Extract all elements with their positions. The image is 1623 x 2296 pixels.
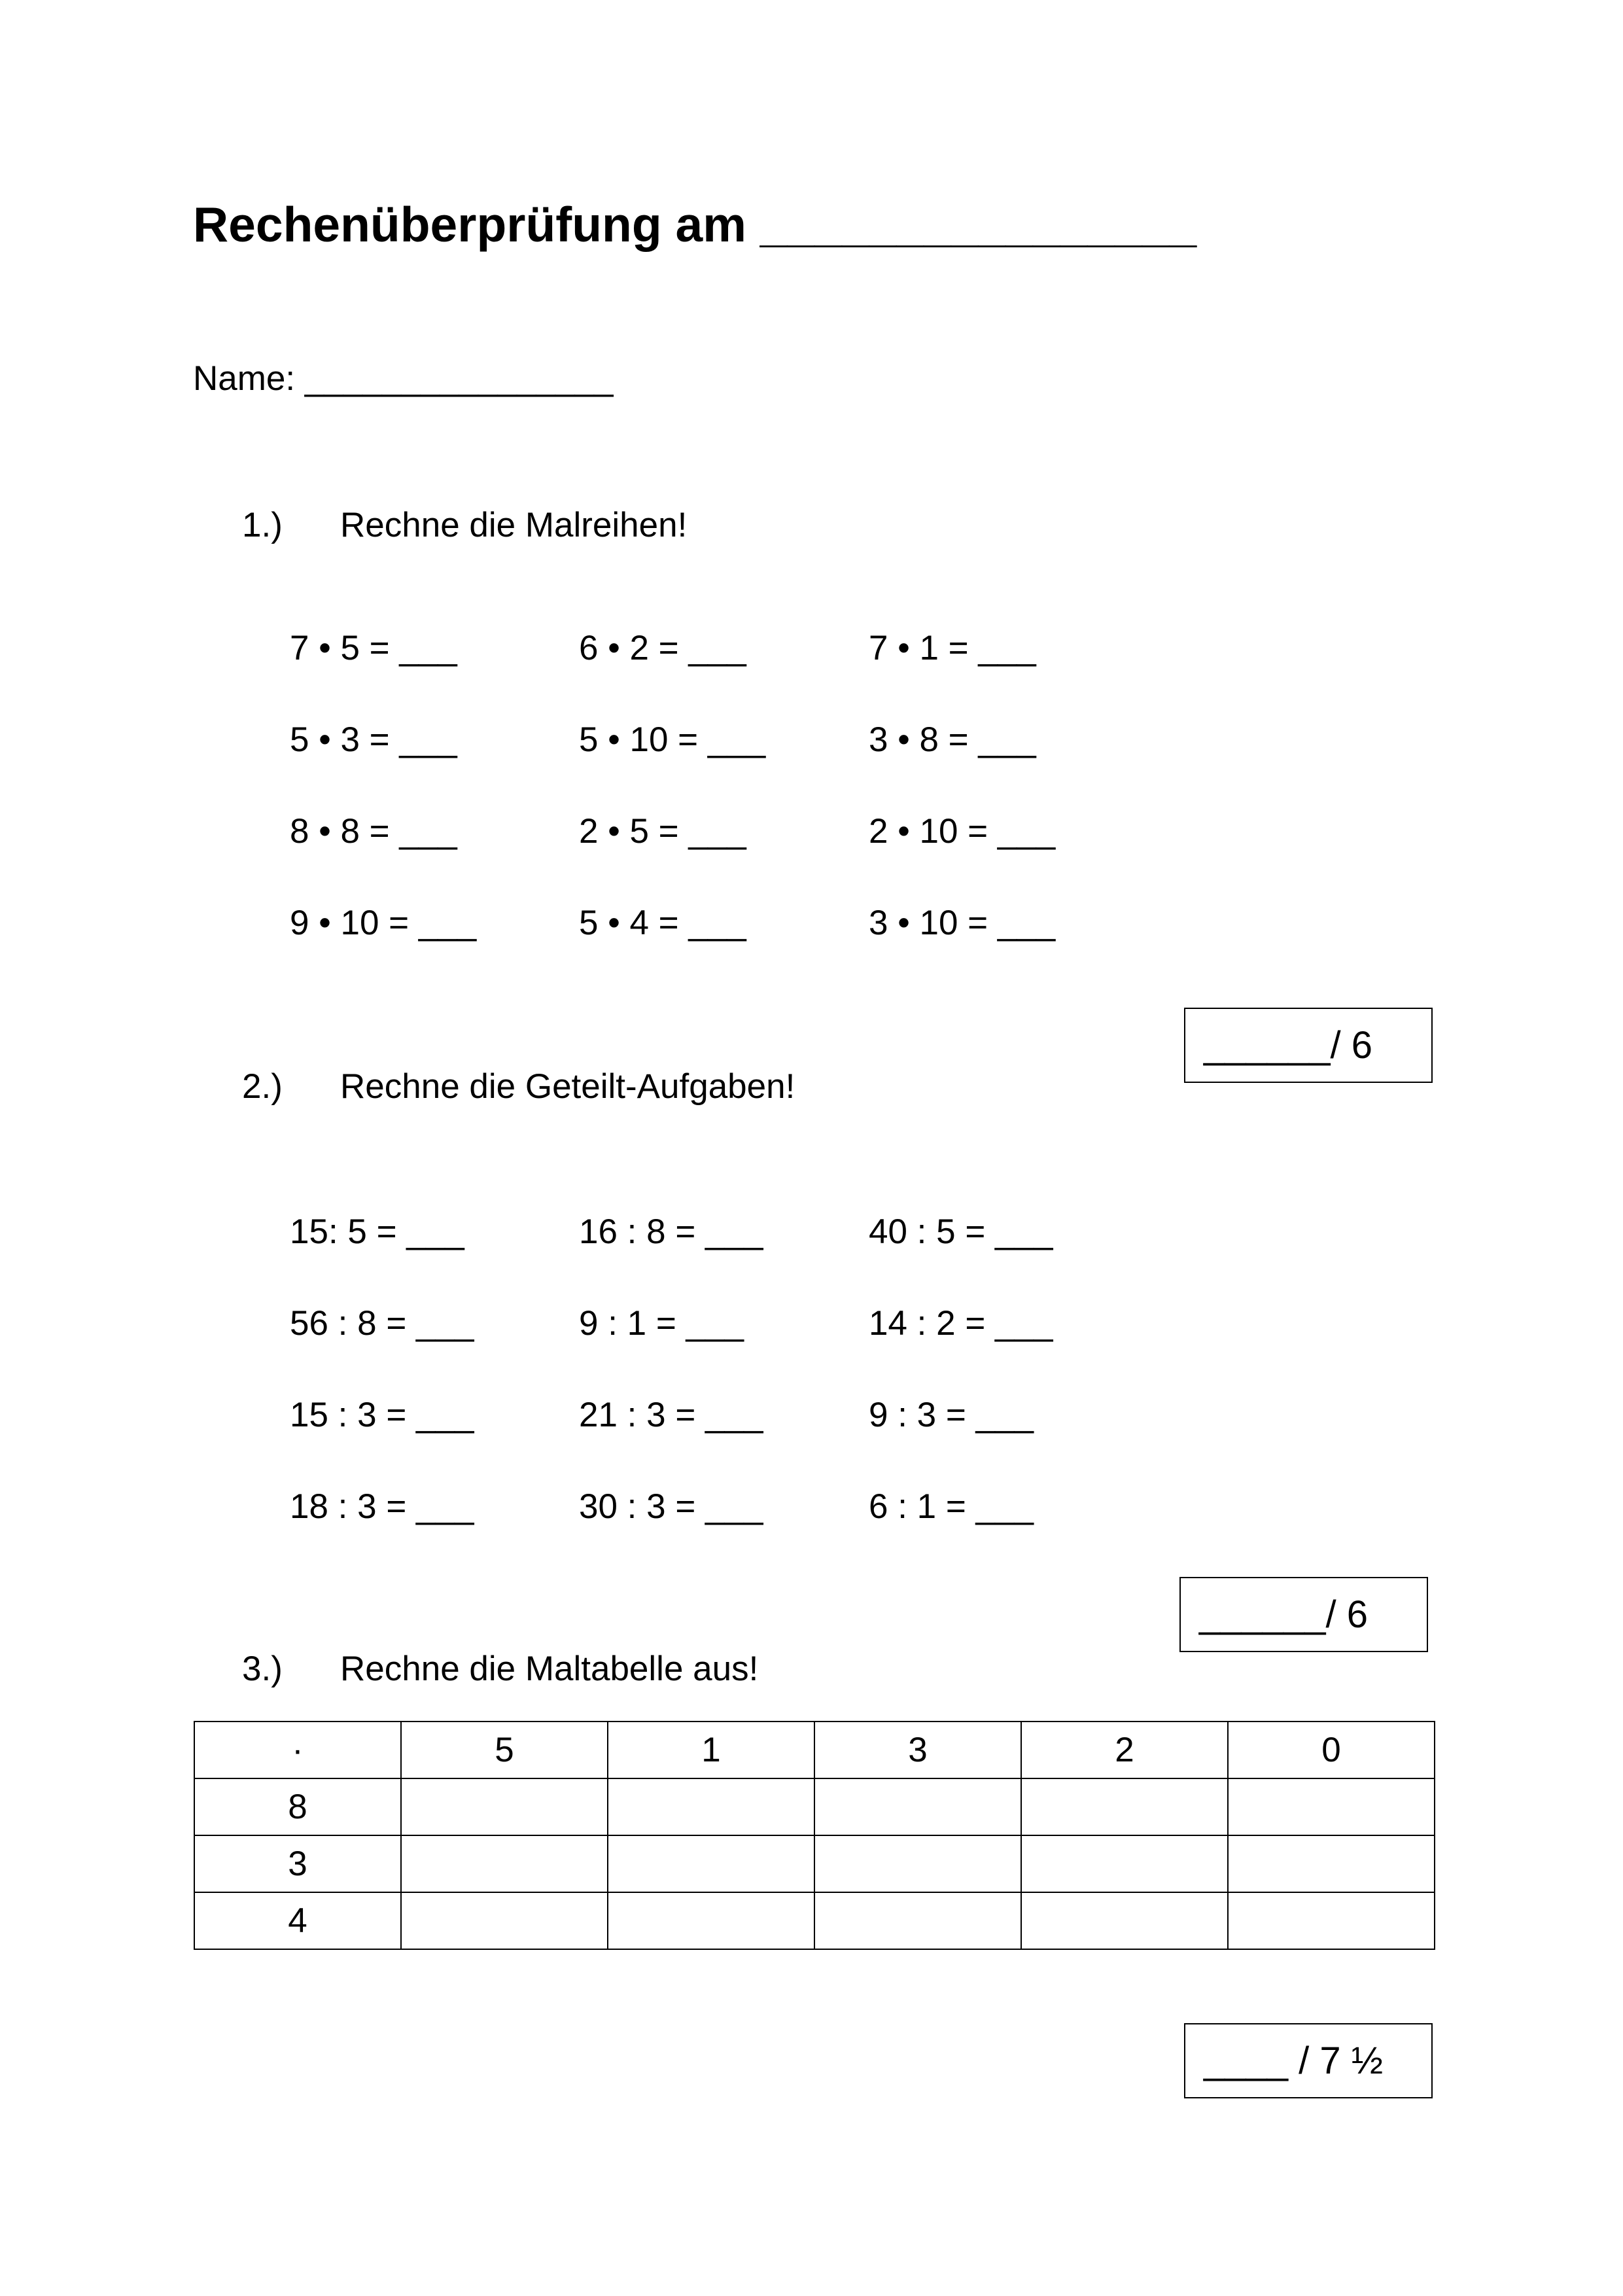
table-answer-cell[interactable] — [1021, 1835, 1228, 1892]
page-title: Rechenüberprüfung am ________________ — [193, 197, 1197, 252]
task-1-text: Rechne die Malreihen! — [340, 506, 688, 544]
table-header-row — [194, 1722, 1435, 1778]
task-1-problem[interactable]: 5 • 3 = ___ — [290, 720, 457, 759]
table-answer-cell[interactable] — [1228, 1892, 1435, 1949]
table-header-cell: 5 — [401, 1722, 608, 1778]
task-2-problem[interactable]: 40 : 5 = ___ — [869, 1212, 1053, 1251]
task-2-problem[interactable]: 9 : 3 = ___ — [869, 1396, 1034, 1434]
task-1-number: 1.) — [242, 506, 283, 544]
table-row-header-cell: 3 — [194, 1835, 401, 1892]
task-2-problem[interactable]: 15: 5 = ___ — [290, 1212, 464, 1251]
task-1-problem[interactable]: 5 • 4 = ___ — [579, 904, 746, 942]
name-field[interactable]: Name: ________________ — [193, 359, 614, 398]
table-header-cell: 0 — [1228, 1722, 1435, 1778]
task-3-text: Rechne die Maltabelle aus! — [340, 1650, 759, 1688]
table-answer-cell[interactable] — [401, 1892, 608, 1949]
table-answer-cell[interactable] — [608, 1892, 814, 1949]
table-row-header-cell: 8 — [194, 1778, 401, 1835]
table-answer-cell[interactable] — [814, 1892, 1021, 1949]
task-2-problem[interactable]: 30 : 3 = ___ — [579, 1487, 763, 1526]
task-2-problem[interactable]: 16 : 8 = ___ — [579, 1212, 763, 1251]
table-row — [194, 1835, 1435, 1892]
table-answer-cell[interactable] — [1228, 1778, 1435, 1835]
task-1-problem[interactable]: 7 • 5 = ___ — [290, 629, 457, 667]
table-row-header-cell: 4 — [194, 1892, 401, 1949]
task-2-problem[interactable]: 21 : 3 = ___ — [579, 1396, 763, 1434]
table-header-cell: 3 — [814, 1722, 1021, 1778]
task-2-problem[interactable]: 15 : 3 = ___ — [290, 1396, 474, 1434]
table-answer-cell[interactable] — [1021, 1778, 1228, 1835]
multiplication-table — [194, 1721, 1435, 1950]
task-3-score-box[interactable]: ____ / 7 ½ — [1184, 2023, 1433, 2098]
task-3-number: 3.) — [242, 1650, 283, 1688]
table-answer-cell[interactable] — [814, 1778, 1021, 1835]
table-row — [194, 1892, 1435, 1949]
task-2-problem[interactable]: 9 : 1 = ___ — [579, 1304, 744, 1343]
table-answer-cell[interactable] — [608, 1835, 814, 1892]
table-header-cell: 1 — [608, 1722, 814, 1778]
table-answer-cell[interactable] — [608, 1778, 814, 1835]
table-row — [194, 1778, 1435, 1835]
task-2-text: Rechne die Geteilt-Aufgaben! — [340, 1067, 795, 1106]
task-1-problem[interactable]: 2 • 10 = ___ — [869, 812, 1056, 851]
task-1-problem[interactable]: 3 • 8 = ___ — [869, 720, 1036, 759]
task-2-number: 2.) — [242, 1067, 283, 1106]
task-2-problem[interactable]: 14 : 2 = ___ — [869, 1304, 1053, 1343]
task-2-problem[interactable]: 56 : 8 = ___ — [290, 1304, 474, 1343]
task-1-problem[interactable]: 3 • 10 = ___ — [869, 904, 1056, 942]
table-answer-cell[interactable] — [1228, 1835, 1435, 1892]
task-1-score-box[interactable]: ______/ 6 — [1184, 1008, 1433, 1083]
task-1-problem[interactable]: 6 • 2 = ___ — [579, 629, 746, 667]
task-2-problem[interactable]: 6 : 1 = ___ — [869, 1487, 1034, 1526]
table-operator-cell: · — [194, 1722, 401, 1778]
task-1-problem[interactable]: 7 • 1 = ___ — [869, 629, 1036, 667]
table-header-cell: 2 — [1021, 1722, 1228, 1778]
task-1-problem[interactable]: 8 • 8 = ___ — [290, 812, 457, 851]
table-answer-cell[interactable] — [1021, 1892, 1228, 1949]
task-2-problem[interactable]: 18 : 3 = ___ — [290, 1487, 474, 1526]
table-answer-cell[interactable] — [401, 1778, 608, 1835]
task-1-problem[interactable]: 9 • 10 = ___ — [290, 904, 477, 942]
table-answer-cell[interactable] — [401, 1835, 608, 1892]
task-2-score-box[interactable]: ______/ 6 — [1179, 1577, 1428, 1652]
table-answer-cell[interactable] — [814, 1835, 1021, 1892]
task-1-problem[interactable]: 2 • 5 = ___ — [579, 812, 746, 851]
task-1-problem[interactable]: 5 • 10 = ___ — [579, 720, 766, 759]
